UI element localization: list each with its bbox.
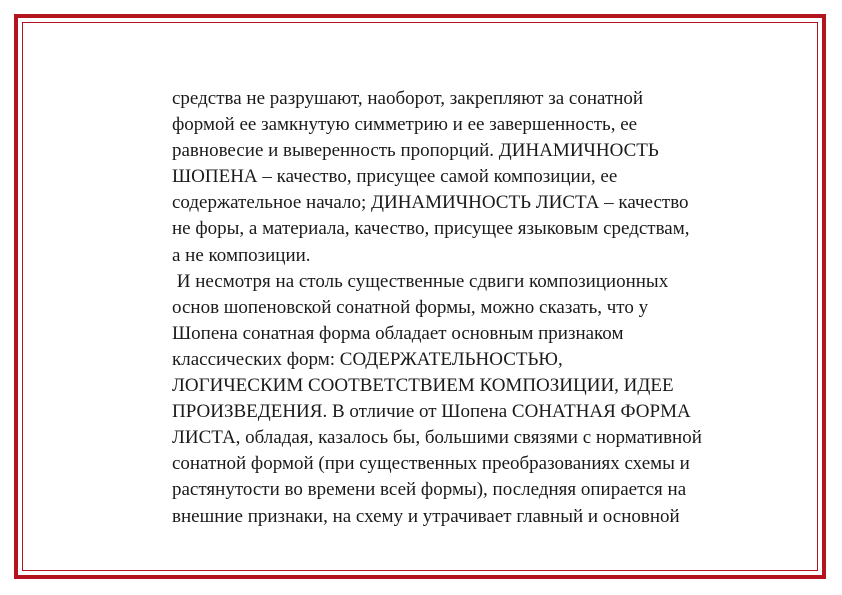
text-line: И несмотря на столь существенные сдвиги композиционных [172,270,669,292]
text-line: сонатной формой (при существенных преобразованиях схемы и [172,453,690,475]
text-line: ЛИСТА, обладая, казалось бы, большими связями с нормативной [172,427,702,449]
text-line: ЛОГИЧЕСКИМ СООТВЕТСТВИЕМ КОМПОЗИЦИИ, ИДЕЕ [172,375,674,397]
text-line: ПРОИЗВЕДЕНИЯ. В отличие от Шопена СОНАТНАЯ ФОРМА [172,401,691,423]
text-line: средства не разрушают, наоборот, закрепляют за сонатной [172,88,644,109]
text-line: растянутости во времени всей формы), последняя опирается на [172,479,687,501]
text-line: содержательное начало; ДИНАМИЧНОСТЬ ЛИСТА – качество [172,192,689,214]
body-text [172,86,792,530]
text-line: не форы, а материала, качество, присущее языковым средствам, [172,218,690,240]
text-line: равновесие и выверенность пропорций. ДИНАМИЧНОСТЬ [172,140,659,162]
text-line: формой ее замкнутую симметрию и ее завершенность, ее [172,114,638,136]
text-line: основ шопеновской сонатной формы, можно сказать, что у [172,296,649,318]
text-line: ШОПЕНА – качество, присущее самой композиции, ее [172,166,618,188]
text-line: внешние признаки, на схему и утрачивает главный и основной [172,505,680,527]
text-line: классических форм: СОДЕРЖАТЕЛЬНОСТЬЮ, [172,348,563,370]
text-line: Шопена сонатная форма обладает основным признаком [172,322,624,344]
text-line: а не композиции. [172,244,311,266]
